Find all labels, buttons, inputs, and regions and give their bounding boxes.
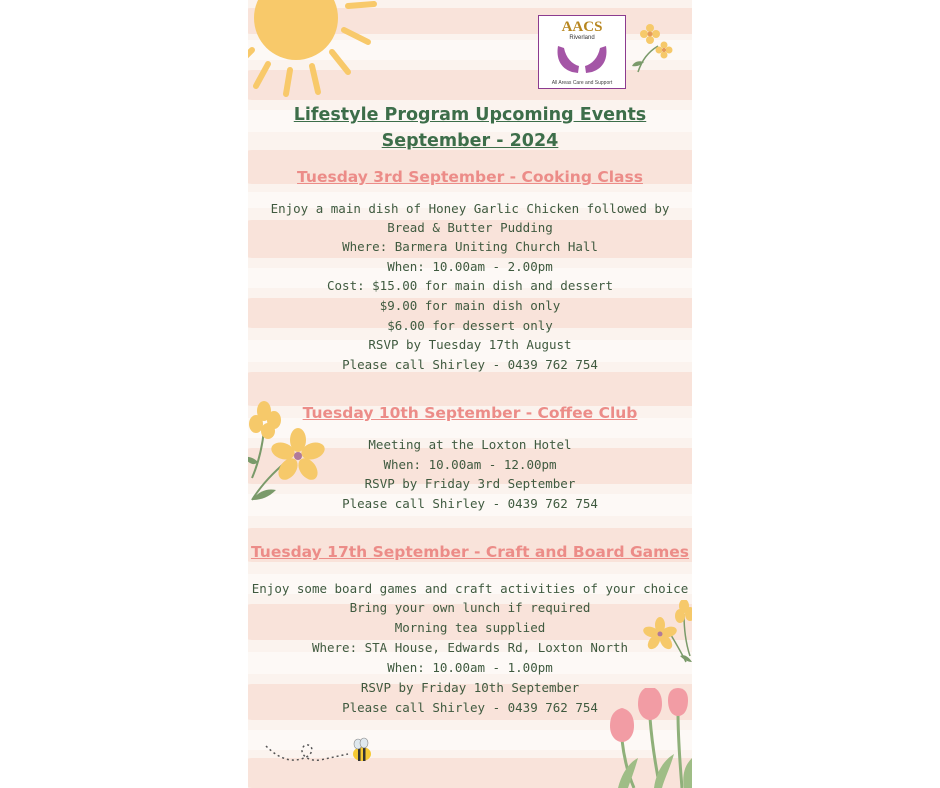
flower-icon: [640, 600, 692, 670]
event-contact: Please call Shirley - 0439 762 754: [342, 357, 598, 372]
event-flyer: [248, 0, 692, 788]
bee-icon: [264, 734, 374, 774]
event-detail: Enjoy a main dish of Honey Garlic Chicken followed by: [270, 201, 670, 216]
event-contact: Please call Shirley - 0439 762 754: [342, 700, 598, 715]
flower-icon: [628, 24, 674, 76]
event-detail: Cost: $15.00 for main dish and dessert: [327, 278, 613, 293]
page-title: Lifestyle Program Upcoming Events: [293, 105, 647, 125]
sun-icon: [248, 0, 388, 105]
event-detail: Morning tea supplied: [394, 620, 546, 635]
event-detail: RSVP by Friday 10th September: [360, 680, 580, 695]
event-detail: RSVP by Friday 3rd September: [364, 476, 576, 491]
event-heading: Tuesday 10th September - Coffee Club: [302, 404, 638, 422]
event-detail: $6.00 for dessert only: [387, 318, 553, 333]
event-detail: Bring your own lunch if required: [349, 600, 591, 615]
event-detail: Enjoy some board games and craft activities of your choice: [251, 581, 689, 596]
event-detail: $9.00 for main dish only: [379, 298, 561, 313]
event-detail: Where: STA House, Edwards Rd, Loxton North: [311, 640, 629, 655]
event-contact: Please call Shirley - 0439 762 754: [342, 496, 598, 511]
event-detail: RSVP by Tuesday 17th August: [368, 337, 572, 352]
event-detail: Where: Barmera Uniting Church Hall: [342, 239, 598, 254]
event-heading: Tuesday 3rd September - Cooking Class: [297, 168, 643, 186]
event-detail: When: 10.00am - 12.00pm: [383, 457, 557, 472]
page-subtitle: September - 2024: [381, 131, 559, 151]
tulip-icon: [598, 688, 692, 788]
logo-tagline: All Areas Care and Support: [551, 80, 613, 86]
flower-icon: [248, 400, 334, 508]
logo-subtitle: Riverland: [569, 35, 595, 41]
event-detail: When: 10.00am - 1.00pm: [387, 660, 553, 675]
hands-icon: [552, 42, 612, 76]
aacs-logo: [538, 15, 626, 89]
event-detail: Bread & Butter Pudding: [387, 220, 553, 235]
event-detail: Meeting at the Loxton Hotel: [368, 437, 572, 452]
event-detail: When: 10.00am - 2.00pm: [387, 259, 553, 274]
logo-title: AACS: [561, 19, 603, 35]
event-heading: Tuesday 17th September - Craft and Board Games: [250, 543, 690, 561]
